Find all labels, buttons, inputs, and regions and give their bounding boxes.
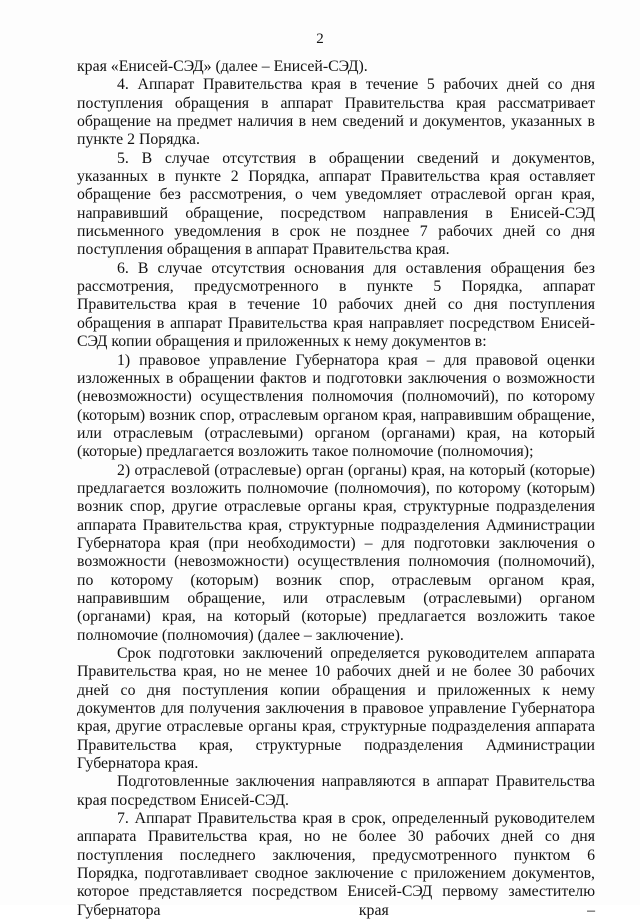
paragraph-conclusions-sent: Подготовленные заключения направляются в аппарат Правительства края посредством Енисей-СЭД. <box>77 773 595 809</box>
paragraph-deadline: Срок подготовки заключений определяется руководителем аппарата Правительства края, но не менее 10 рабочих дней и не более 30 рабочих дней со дня поступления копии обращения и приложенных к нему документов для получения заключения в правовое управление Губернатора края, другие отраслевые органы края, структурные подразделения аппарата Правительства края, структурные подразделения Администрации Губернатора края. <box>77 645 595 773</box>
paragraph-item-5: 5. В случае отсутствия в обращении сведений и документов, указанных в пункте 2 Порядка, аппарат Правительства края оставляет обращение без рассмотрения, о чем уведомляет отраслевой орган края, направивший обращение, посредством направления в Енисей-СЭД письменного уведомления в срок не позднее 7 рабочих дней со дня поступления обращения в аппарат Правительства края. <box>77 149 595 259</box>
paragraph-continuation: края «Енисей-СЭД» (далее – Енисей-СЭД). <box>77 58 368 75</box>
paragraph-item-6: 6. В случае отсутствия основания для оставления обращения без рассмотрения, предусмотренного в пункте 5 Порядка, аппарат Правительства края в течение 10 рабочих дней со дня поступления обращения в аппарат Правительства края направляет посредством Енисей-СЭД копии обращения и приложенных к нему документов в: <box>77 259 595 351</box>
page-number: 2 <box>316 31 324 47</box>
paragraph-subitem-1: 1) правовое управление Губернатора края – для правовой оценки изложенных в обращении фактов и подготовки заключения о возможности (невозможности) осуществления полномочия (полномочий), по которому (которым) возник спор, отраслевым органом края, направившим обращение, или отраслевым (отраслевыми) органом (органами) края, на который (которые) предлагается возложить такое полномочие (полномочия); <box>77 351 595 461</box>
paragraph-subitem-2: 2) отраслевой (отраслевые) орган (органы) края, на который (которые) предлагается возложить полномочие (полномочия), по которому (которым) возник спор, другие отраслевые органы края, структурные подразделения аппарата Правительства края, структурные подразделения Администрации Губернатора края (при необходимости) – для подготовки заключения о возможности (невозможности) осуществления полномочия (полномочий), по которому (которым) возник спор, отраслевым органом края, направившим обращение, или отраслевым (отраслевыми) органом (органами) края, на который (которые) предлагается возложить такое полномочие (полномочия) (далее – заключение). <box>77 461 595 644</box>
paragraph-item-7: 7. Аппарат Правительства края в срок, определенный руководителем аппарата Правительства края, но не более 30 рабочих дней со дня поступления последнего заключения, предусмотренного пунктом 6 Порядка, подготавливает сводное заключение с приложением документов, которое представляется посредством Енисей-СЭД первому заместителю Губернатора края – <box>77 810 595 919</box>
paragraph-item-4: 4. Аппарат Правительства края в течение 5 рабочих дней со дня поступления обращения в аппарат Правительства края рассматривает обращение на предмет наличия в нем сведений и документов, указанных в пункте 2 Порядка. <box>77 76 595 149</box>
document-body <box>77 58 595 920</box>
